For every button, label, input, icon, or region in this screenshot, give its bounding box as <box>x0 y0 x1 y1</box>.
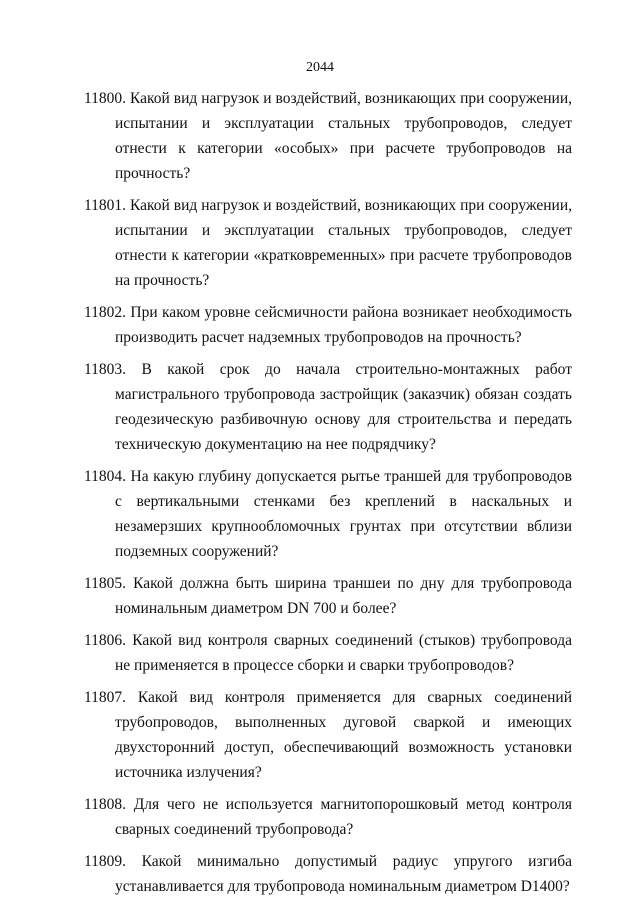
question-text: Какой минимально допустимый радиус упругого изгиба устанавливается для трубопровода номинальным диаметром D1400? <box>115 853 572 895</box>
question-text: Какой вид контроля сварных соединений (стыков) трубопровода не применяется в процессе сборки и сварки трубопроводов? <box>115 632 573 674</box>
question-item <box>84 792 572 842</box>
question-text: Для чего не используется магнитопорошковый метод контроля сварных соединений трубопровода? <box>115 796 572 838</box>
question-number: 11805. <box>84 575 127 592</box>
question-text: На какую глубину допускается рытье траншей для трубопроводов с вертикальными стенками без креплений в наскальных и незамерзших крупнообломочных грунтах при отсутствии вблизи подземных сооружений? <box>115 468 572 560</box>
question-number: 11801. <box>84 197 127 214</box>
question-item <box>84 849 572 899</box>
question-item <box>84 193 572 293</box>
question-text: Какой вид нагрузок и воздействий, возникающих при сооружении, испытании и эксплуатации стальных трубопроводов, следует отнести к категории «кратковременных» при расчете трубопроводов на прочность? <box>115 197 573 289</box>
question-text: Какой должна быть ширина траншеи по дну для трубопровода номинальным диаметром DN 700 и более? <box>115 575 572 617</box>
question-number: 11806. <box>84 632 127 649</box>
question-text: Какой вид контроля применяется для сварных соединений трубопроводов, выполненных дуговой сваркой и имеющих двухсторонний доступ, обеспечивающий возможность установки источника излучения? <box>115 689 572 781</box>
question-number: 11807. <box>84 689 127 706</box>
question-number: 11809. <box>84 853 127 870</box>
question-list <box>84 86 572 906</box>
question-number: 11803. <box>84 361 127 378</box>
question-number: 11808. <box>84 796 127 813</box>
question-item <box>84 628 572 678</box>
question-number: 11800. <box>84 90 127 107</box>
question-number: 11804. <box>84 468 127 485</box>
question-text: При каком уровне сейсмичности района возникает необходимость производить расчет надземных трубопроводов на прочность? <box>115 304 573 346</box>
question-number: 11802. <box>84 304 127 321</box>
page-number: 2044 <box>306 60 334 75</box>
question-item <box>84 300 572 350</box>
question-item <box>84 464 572 564</box>
question-item <box>84 357 572 457</box>
question-text: В какой срок до начала строительно-монтажных работ магистрального трубопровода застройщик (заказчик) обязан создать геодезическую разбивочную основу для строительства и передать техническую документацию на нее подрядчику? <box>115 361 572 453</box>
question-item <box>84 86 572 186</box>
question-item <box>84 571 572 621</box>
question-text: Какой вид нагрузок и воздействий, возникающих при сооружении, испытании и эксплуатации стальных трубопроводов, следует отнести к категории «особых» при расчете трубопроводов на прочность? <box>115 90 573 182</box>
question-item <box>84 685 572 785</box>
